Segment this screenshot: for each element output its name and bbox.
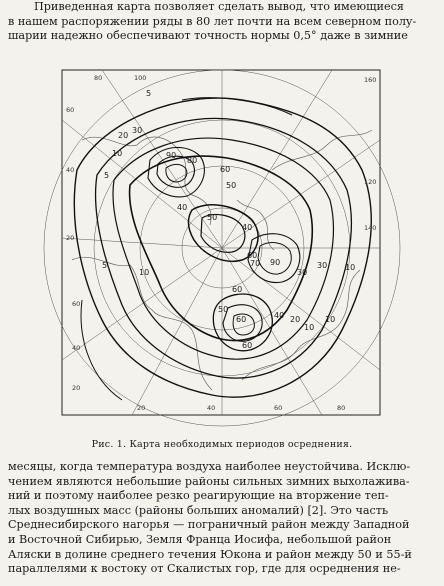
contour-label: 60 — [232, 285, 243, 294]
contour-label: 10 — [112, 149, 123, 158]
text-line: шарии надежно обеспечивают точность нормы 0,5° даже в зимние — [8, 29, 408, 43]
meridian-label: 80 — [94, 74, 103, 82]
text-line: Среднесибирского нагорья — пограничный район между Западной — [8, 518, 410, 532]
contour-label: 60 — [236, 315, 247, 324]
meridian-label: 40 — [72, 344, 81, 352]
text-line: ний и поэтому наиболее резко реагирующие на вторжение теп- — [8, 489, 389, 503]
contour-label: 60 — [247, 251, 258, 260]
contour-label: 50 — [226, 181, 237, 190]
meridian-label: 20 — [72, 384, 81, 392]
meridian-label: 120 — [364, 178, 377, 186]
text-line: лых воздушных масс (районы больших аномалий) [2]. Это часть — [8, 503, 389, 517]
contour-label: 70 — [250, 259, 261, 268]
text-line: Приведенная карта позволяет сделать вывод, что имеющиеся — [34, 0, 404, 13]
text-line: чением являются небольшие районы сильных зимних выхолажива- — [8, 474, 410, 488]
contour-label: 40 — [274, 311, 285, 320]
meridian-label: 160 — [364, 76, 377, 84]
text-line: в нашем распоряжении ряды в 80 лет почти на всем северном полу- — [8, 14, 417, 28]
contour-label: 80 — [187, 156, 198, 165]
contour-label: 5 — [146, 89, 152, 98]
meridian-label: 80 — [337, 404, 346, 412]
contour-label: 60 — [242, 341, 253, 350]
text-line: Аляски в долине среднего течения Юкона и район между 50 и 55-й — [8, 547, 412, 561]
text-line: и Восточной Сибирью, Земля Франца Иосифа, небольшой район — [8, 532, 392, 546]
meridian-label: 60 — [66, 106, 75, 114]
meridian-label: 60 — [72, 300, 81, 308]
contour-label: 50 — [218, 305, 229, 314]
contour-label: 5 — [102, 261, 108, 270]
contour-label: 10 — [139, 268, 150, 277]
meridian-label: 20 — [137, 404, 146, 412]
graticule-labels — [66, 74, 376, 412]
meridian-label: 140 — [364, 224, 377, 232]
contour-label: 5 — [104, 171, 110, 180]
isoline-map-figure — [42, 60, 402, 428]
meridian-label: 40 — [66, 166, 75, 174]
text-line: месяцы, когда температура воздуха наиболее неустойчива. Исклю- — [8, 460, 411, 473]
contour-label: 40 — [242, 223, 253, 232]
contour-label: 20 — [118, 131, 129, 140]
contour-label: 90 — [166, 151, 177, 160]
contour-label: 20 — [290, 315, 301, 324]
contour-label: 10 — [325, 315, 336, 324]
meridian-label: 100 — [134, 74, 147, 82]
meridian-label: 60 — [274, 404, 283, 412]
contour-label: 50 — [207, 213, 218, 222]
meridian-label: 40 — [207, 404, 216, 412]
paragraph-top — [8, 0, 438, 44]
contour-label: 10 — [345, 263, 356, 272]
paragraph-bottom — [8, 460, 438, 577]
contour-label: 90 — [270, 258, 281, 267]
contour-label: 60 — [220, 165, 231, 174]
contour-label: 30 — [132, 126, 143, 135]
contour-label: 10 — [304, 323, 315, 332]
graticule — [44, 70, 400, 426]
contour-labels — [102, 89, 355, 350]
contour-label: 30 — [297, 268, 308, 277]
contour-label: 30 — [317, 261, 328, 270]
meridian-label: 20 — [66, 234, 75, 242]
contour-label: 40 — [177, 203, 188, 212]
figure-caption: Рис. 1. Карта необходимых периодов осреднения. — [91, 439, 353, 450]
text-line: параллелями к востоку от Скалистых гор, где для осреднения не- — [8, 562, 401, 576]
